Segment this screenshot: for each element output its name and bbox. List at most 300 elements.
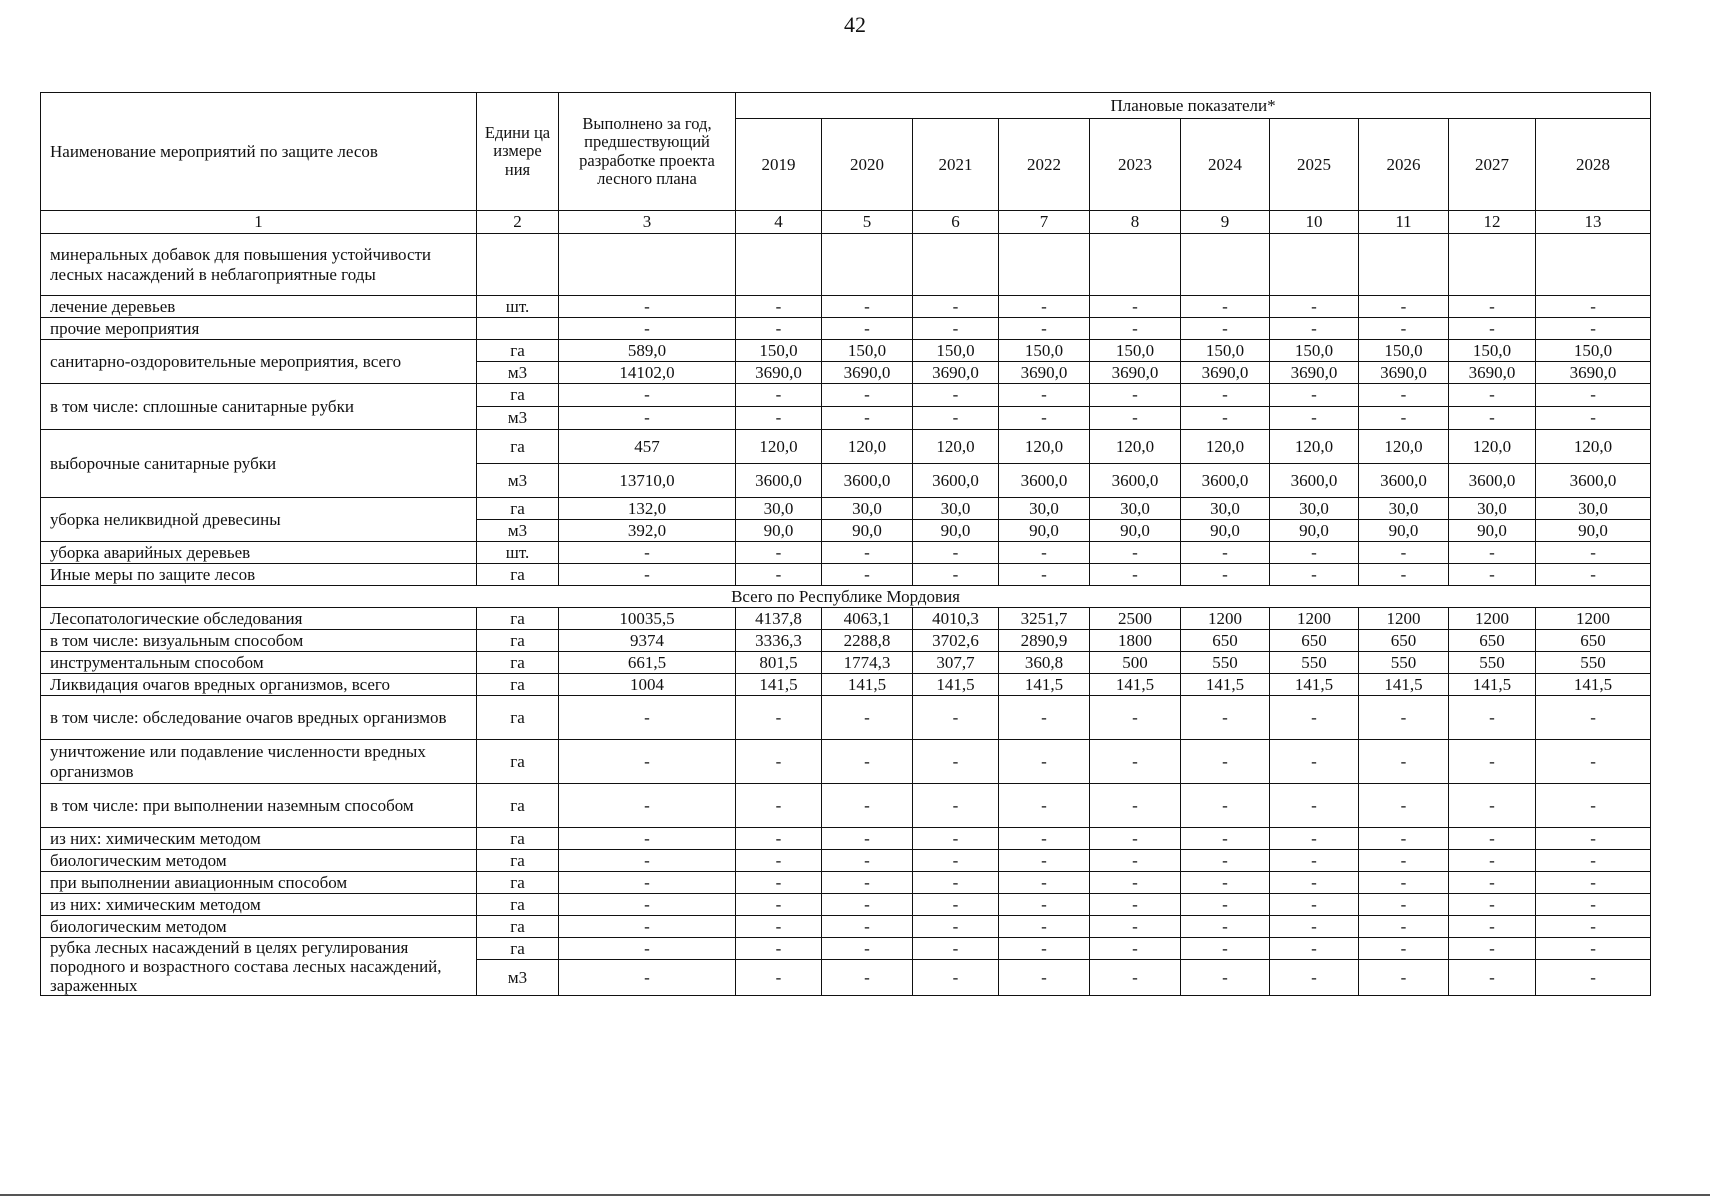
plan-value-2022: 120,0	[999, 430, 1090, 464]
plan-value-2023: 500	[1090, 652, 1181, 674]
done-cell: -	[559, 296, 736, 318]
plan-value-2020: 90,0	[822, 520, 913, 542]
plan-value-2023: -	[1090, 296, 1181, 318]
plan-value-2024: -	[1181, 938, 1270, 960]
plan-value-2019: -	[736, 894, 822, 916]
plan-value-2020: 1774,3	[822, 652, 913, 674]
unit-cell: м3	[477, 960, 559, 996]
plan-value-2019: -	[736, 784, 822, 828]
plan-value-2021: 120,0	[913, 430, 999, 464]
plan-value-2028: 550	[1536, 652, 1651, 674]
plan-value-2020: -	[822, 872, 913, 894]
plan-value-2020: -	[822, 850, 913, 872]
header-year-2020: 2020	[822, 119, 913, 211]
activity-name: уничтожение или подавление численности вредных организмов	[41, 740, 477, 784]
plan-value-2021: 4010,3	[913, 608, 999, 630]
plan-value-2025: -	[1270, 894, 1359, 916]
plan-value-2022: -	[999, 542, 1090, 564]
plan-value-2025: -	[1270, 828, 1359, 850]
plan-value-2020: -	[822, 542, 913, 564]
plan-value-2026: 3600,0	[1359, 464, 1449, 498]
plan-value-2022: 3690,0	[999, 362, 1090, 384]
unit-cell: га	[477, 340, 559, 362]
section-row	[41, 586, 1651, 608]
plan-value-2023: 30,0	[1090, 498, 1181, 520]
plan-value-2021: -	[913, 296, 999, 318]
plan-value-2026: -	[1359, 850, 1449, 872]
plan-value-2025: 3600,0	[1270, 464, 1359, 498]
plan-value-2028: -	[1536, 740, 1651, 784]
activity-name: инструментальным способом	[41, 652, 477, 674]
plan-value-2020: -	[822, 296, 913, 318]
done-cell: -	[559, 740, 736, 784]
plan-value-2020: -	[822, 828, 913, 850]
unit-cell: га	[477, 784, 559, 828]
plan-value-2022: -	[999, 828, 1090, 850]
plan-value-2025: 150,0	[1270, 340, 1359, 362]
activity-name: уборка неликвидной древесины	[41, 498, 477, 542]
plan-value-2019: -	[736, 384, 822, 407]
activity-name: Лесопатологические обследования	[41, 608, 477, 630]
unit-cell: га	[477, 740, 559, 784]
plan-value-2021: -	[913, 850, 999, 872]
plan-value-2027: -	[1449, 784, 1536, 828]
forest-protection-table	[40, 92, 1651, 996]
plan-value-2020: -	[822, 938, 913, 960]
column-number-9: 9	[1181, 211, 1270, 234]
unit-cell	[477, 234, 559, 296]
plan-value-2027: -	[1449, 384, 1536, 407]
plan-value-2026: 1200	[1359, 608, 1449, 630]
plan-value-2022: 360,8	[999, 652, 1090, 674]
table-row	[41, 850, 1651, 872]
column-number-11: 11	[1359, 211, 1449, 234]
plan-value-2020: 4063,1	[822, 608, 913, 630]
plan-value-2028: -	[1536, 784, 1651, 828]
plan-value-2023: -	[1090, 960, 1181, 996]
unit-cell: га	[477, 850, 559, 872]
plan-value-2026: 150,0	[1359, 340, 1449, 362]
plan-value-2020: -	[822, 696, 913, 740]
activity-name: Иные меры по защите лесов	[41, 564, 477, 586]
plan-value-2024: -	[1181, 872, 1270, 894]
table-row	[41, 430, 1651, 464]
plan-value-2022: 141,5	[999, 674, 1090, 696]
unit-cell: га	[477, 564, 559, 586]
plan-value-2022: 150,0	[999, 340, 1090, 362]
plan-value-2020: -	[822, 740, 913, 784]
plan-value-2024: -	[1181, 318, 1270, 340]
table-row	[41, 872, 1651, 894]
plan-value-2027: -	[1449, 318, 1536, 340]
plan-value-2027	[1449, 234, 1536, 296]
plan-value-2021: -	[913, 894, 999, 916]
plan-value-2021: -	[913, 784, 999, 828]
plan-value-2028: 120,0	[1536, 430, 1651, 464]
table-row	[41, 384, 1651, 407]
plan-value-2027: -	[1449, 872, 1536, 894]
column-number-3: 3	[559, 211, 736, 234]
plan-value-2023: -	[1090, 318, 1181, 340]
plan-value-2027: 1200	[1449, 608, 1536, 630]
plan-value-2026: 650	[1359, 630, 1449, 652]
activity-name: санитарно-оздоровительные мероприятия, всего	[41, 340, 477, 384]
plan-value-2019: -	[736, 872, 822, 894]
plan-value-2022: -	[999, 696, 1090, 740]
plan-value-2023: -	[1090, 828, 1181, 850]
unit-cell: га	[477, 674, 559, 696]
plan-value-2019: 120,0	[736, 430, 822, 464]
header-year-2019: 2019	[736, 119, 822, 211]
plan-value-2027: -	[1449, 696, 1536, 740]
plan-value-2021: -	[913, 828, 999, 850]
column-number-12: 12	[1449, 211, 1536, 234]
done-cell: -	[559, 318, 736, 340]
plan-value-2025: 1200	[1270, 608, 1359, 630]
plan-value-2021: -	[913, 960, 999, 996]
plan-value-2025: -	[1270, 296, 1359, 318]
header-year-2021: 2021	[913, 119, 999, 211]
activity-name: из них: химическим методом	[41, 894, 477, 916]
plan-value-2022: 30,0	[999, 498, 1090, 520]
plan-value-2022: -	[999, 916, 1090, 938]
plan-value-2028: -	[1536, 318, 1651, 340]
plan-value-2023: 2500	[1090, 608, 1181, 630]
plan-value-2024: -	[1181, 894, 1270, 916]
plan-value-2027: -	[1449, 564, 1536, 586]
unit-cell: га	[477, 608, 559, 630]
activity-name: лечение деревьев	[41, 296, 477, 318]
plan-value-2023: -	[1090, 850, 1181, 872]
unit-cell: м3	[477, 464, 559, 498]
plan-value-2024: 30,0	[1181, 498, 1270, 520]
plan-value-2025: -	[1270, 542, 1359, 564]
plan-value-2028: -	[1536, 938, 1651, 960]
header-year-2026: 2026	[1359, 119, 1449, 211]
plan-value-2028: -	[1536, 564, 1651, 586]
unit-cell: га	[477, 916, 559, 938]
unit-cell: га	[477, 630, 559, 652]
plan-value-2021: -	[913, 916, 999, 938]
plan-value-2019: 3690,0	[736, 362, 822, 384]
plan-value-2022: 2890,9	[999, 630, 1090, 652]
plan-value-2019: -	[736, 564, 822, 586]
unit-cell: га	[477, 828, 559, 850]
plan-value-2022: -	[999, 384, 1090, 407]
plan-value-2023: 90,0	[1090, 520, 1181, 542]
unit-cell: га	[477, 652, 559, 674]
unit-cell: га	[477, 384, 559, 407]
plan-value-2022: -	[999, 960, 1090, 996]
plan-value-2028: -	[1536, 696, 1651, 740]
plan-value-2024: 3690,0	[1181, 362, 1270, 384]
plan-value-2025: -	[1270, 784, 1359, 828]
plan-value-2025: 3690,0	[1270, 362, 1359, 384]
plan-value-2026	[1359, 234, 1449, 296]
plan-value-2023: -	[1090, 938, 1181, 960]
plan-value-2027: -	[1449, 916, 1536, 938]
plan-value-2024: -	[1181, 740, 1270, 784]
plan-value-2028: 30,0	[1536, 498, 1651, 520]
plan-value-2025: -	[1270, 564, 1359, 586]
plan-value-2025: -	[1270, 384, 1359, 407]
plan-value-2027: -	[1449, 407, 1536, 430]
done-cell: -	[559, 828, 736, 850]
plan-value-2022: -	[999, 296, 1090, 318]
plan-value-2025: -	[1270, 740, 1359, 784]
plan-value-2020: -	[822, 960, 913, 996]
plan-value-2028: -	[1536, 384, 1651, 407]
plan-value-2028: 90,0	[1536, 520, 1651, 542]
table-row	[41, 318, 1651, 340]
plan-value-2022: 3251,7	[999, 608, 1090, 630]
plan-value-2027: 3600,0	[1449, 464, 1536, 498]
unit-cell: м3	[477, 407, 559, 430]
plan-value-2026: 90,0	[1359, 520, 1449, 542]
plan-value-2027: 150,0	[1449, 340, 1536, 362]
table-row	[41, 696, 1651, 740]
plan-value-2022: -	[999, 894, 1090, 916]
plan-value-2020: 30,0	[822, 498, 913, 520]
plan-value-2025: -	[1270, 938, 1359, 960]
plan-value-2019: -	[736, 828, 822, 850]
done-cell: 392,0	[559, 520, 736, 542]
activity-name: в том числе: обследование очагов вредных организмов	[41, 696, 477, 740]
plan-value-2025: -	[1270, 850, 1359, 872]
plan-value-2026: -	[1359, 740, 1449, 784]
plan-value-2021: -	[913, 938, 999, 960]
done-cell: 661,5	[559, 652, 736, 674]
plan-value-2024: -	[1181, 542, 1270, 564]
header-done-prev-year: Выполнено за год, предшествующий разработке проекта лесного плана	[559, 93, 736, 211]
plan-value-2025: -	[1270, 960, 1359, 996]
header-year-2023: 2023	[1090, 119, 1181, 211]
plan-value-2027: -	[1449, 894, 1536, 916]
plan-value-2026: -	[1359, 696, 1449, 740]
column-number-5: 5	[822, 211, 913, 234]
plan-value-2019: 4137,8	[736, 608, 822, 630]
table-row	[41, 608, 1651, 630]
plan-value-2021: -	[913, 564, 999, 586]
plan-value-2024: 150,0	[1181, 340, 1270, 362]
unit-cell	[477, 318, 559, 340]
plan-value-2027: -	[1449, 960, 1536, 996]
plan-value-2027: 650	[1449, 630, 1536, 652]
activity-name: при выполнении авиационным способом	[41, 872, 477, 894]
plan-value-2024: -	[1181, 407, 1270, 430]
plan-value-2026: 550	[1359, 652, 1449, 674]
plan-value-2021: 141,5	[913, 674, 999, 696]
table-row	[41, 916, 1651, 938]
column-number-4: 4	[736, 211, 822, 234]
plan-value-2020: 3690,0	[822, 362, 913, 384]
plan-value-2019	[736, 234, 822, 296]
plan-value-2022: -	[999, 872, 1090, 894]
plan-value-2025: -	[1270, 872, 1359, 894]
table-row	[41, 938, 1651, 960]
plan-value-2021: 150,0	[913, 340, 999, 362]
plan-value-2020: -	[822, 318, 913, 340]
plan-value-2027: -	[1449, 828, 1536, 850]
plan-value-2019: 90,0	[736, 520, 822, 542]
plan-value-2021: -	[913, 542, 999, 564]
plan-value-2028: 3690,0	[1536, 362, 1651, 384]
activity-name: рубка лесных насаждений в целях регулирования породного и возрастного состава лесных насаждений, зараженных	[41, 938, 477, 996]
plan-value-2020: -	[822, 784, 913, 828]
column-number-7: 7	[999, 211, 1090, 234]
table-row	[41, 740, 1651, 784]
plan-value-2023: -	[1090, 696, 1181, 740]
done-cell: -	[559, 850, 736, 872]
plan-value-2026: -	[1359, 894, 1449, 916]
plan-value-2025: -	[1270, 318, 1359, 340]
plan-value-2026: -	[1359, 384, 1449, 407]
plan-value-2020: -	[822, 564, 913, 586]
plan-value-2028: -	[1536, 916, 1651, 938]
done-cell: 9374	[559, 630, 736, 652]
plan-value-2024: 3600,0	[1181, 464, 1270, 498]
plan-value-2021: -	[913, 318, 999, 340]
table-row	[41, 674, 1651, 696]
plan-value-2024: 120,0	[1181, 430, 1270, 464]
plan-value-2020: -	[822, 384, 913, 407]
activity-name: в том числе: визуальным способом	[41, 630, 477, 652]
table-row	[41, 894, 1651, 916]
plan-value-2019: 141,5	[736, 674, 822, 696]
header-activity-name: Наименование мероприятий по защите лесов	[41, 93, 477, 211]
plan-value-2025: 90,0	[1270, 520, 1359, 542]
plan-value-2019: -	[736, 916, 822, 938]
column-number-2: 2	[477, 211, 559, 234]
done-cell: 589,0	[559, 340, 736, 362]
plan-value-2028: -	[1536, 894, 1651, 916]
unit-cell: га	[477, 498, 559, 520]
plan-value-2026: -	[1359, 938, 1449, 960]
plan-value-2024: -	[1181, 384, 1270, 407]
done-cell: -	[559, 872, 736, 894]
unit-cell: га	[477, 894, 559, 916]
plan-value-2021	[913, 234, 999, 296]
header-year-2022: 2022	[999, 119, 1090, 211]
header-unit: Едини ца измере ния	[477, 93, 559, 211]
plan-value-2025: 120,0	[1270, 430, 1359, 464]
table-row	[41, 296, 1651, 318]
plan-value-2019: -	[736, 696, 822, 740]
plan-value-2023: -	[1090, 407, 1181, 430]
plan-value-2026: -	[1359, 542, 1449, 564]
plan-value-2024	[1181, 234, 1270, 296]
plan-value-2019: -	[736, 850, 822, 872]
plan-value-2022: -	[999, 407, 1090, 430]
plan-value-2027: 3690,0	[1449, 362, 1536, 384]
table-row	[41, 828, 1651, 850]
done-cell: -	[559, 916, 736, 938]
unit-cell: м3	[477, 520, 559, 542]
activity-name: в том числе: сплошные санитарные рубки	[41, 384, 477, 430]
unit-cell: га	[477, 696, 559, 740]
plan-value-2021: 307,7	[913, 652, 999, 674]
activity-name: биологическим методом	[41, 916, 477, 938]
unit-cell: шт.	[477, 296, 559, 318]
plan-value-2023: 141,5	[1090, 674, 1181, 696]
plan-value-2026: 3690,0	[1359, 362, 1449, 384]
plan-value-2028: 650	[1536, 630, 1651, 652]
plan-value-2023: 120,0	[1090, 430, 1181, 464]
plan-value-2019: -	[736, 318, 822, 340]
plan-value-2026: -	[1359, 916, 1449, 938]
plan-value-2025	[1270, 234, 1359, 296]
plan-value-2024: 1200	[1181, 608, 1270, 630]
activity-name: уборка аварийных деревьев	[41, 542, 477, 564]
done-cell: 132,0	[559, 498, 736, 520]
plan-value-2020	[822, 234, 913, 296]
plan-value-2022: -	[999, 938, 1090, 960]
plan-value-2026: -	[1359, 296, 1449, 318]
plan-value-2021: 3702,6	[913, 630, 999, 652]
plan-value-2027: -	[1449, 296, 1536, 318]
plan-value-2025: -	[1270, 407, 1359, 430]
header-year-2028: 2028	[1536, 119, 1651, 211]
plan-value-2022: -	[999, 564, 1090, 586]
table-row	[41, 542, 1651, 564]
plan-value-2023: 3690,0	[1090, 362, 1181, 384]
plan-value-2026: -	[1359, 407, 1449, 430]
plan-value-2024: -	[1181, 564, 1270, 586]
plan-value-2028: -	[1536, 542, 1651, 564]
column-number-6: 6	[913, 211, 999, 234]
done-cell: -	[559, 894, 736, 916]
table-row	[41, 652, 1651, 674]
plan-value-2028: 141,5	[1536, 674, 1651, 696]
done-cell: 10035,5	[559, 608, 736, 630]
plan-value-2019: 3336,3	[736, 630, 822, 652]
plan-value-2028: 1200	[1536, 608, 1651, 630]
plan-value-2020: -	[822, 894, 913, 916]
table-row	[41, 784, 1651, 828]
done-cell: -	[559, 564, 736, 586]
column-number-1: 1	[41, 211, 477, 234]
plan-value-2026: 141,5	[1359, 674, 1449, 696]
plan-value-2026: -	[1359, 828, 1449, 850]
plan-value-2019: -	[736, 542, 822, 564]
done-cell: 14102,0	[559, 362, 736, 384]
plan-value-2025: -	[1270, 696, 1359, 740]
plan-value-2027: -	[1449, 850, 1536, 872]
unit-cell: м3	[477, 362, 559, 384]
plan-value-2028: -	[1536, 872, 1651, 894]
plan-value-2024: -	[1181, 784, 1270, 828]
done-cell: -	[559, 784, 736, 828]
plan-value-2028: -	[1536, 828, 1651, 850]
plan-value-2021: -	[913, 407, 999, 430]
done-cell: -	[559, 384, 736, 407]
plan-value-2021: 90,0	[913, 520, 999, 542]
plan-value-2024: 650	[1181, 630, 1270, 652]
header-year-2024: 2024	[1181, 119, 1270, 211]
done-cell: -	[559, 938, 736, 960]
plan-value-2023: -	[1090, 564, 1181, 586]
plan-value-2024: 550	[1181, 652, 1270, 674]
plan-value-2022: 90,0	[999, 520, 1090, 542]
done-cell: -	[559, 542, 736, 564]
plan-value-2024: -	[1181, 916, 1270, 938]
plan-value-2024: -	[1181, 296, 1270, 318]
done-cell: 457	[559, 430, 736, 464]
done-cell	[559, 234, 736, 296]
plan-value-2023: -	[1090, 740, 1181, 784]
plan-value-2020: 150,0	[822, 340, 913, 362]
activity-name: Ликвидация очагов вредных организмов, всего	[41, 674, 477, 696]
